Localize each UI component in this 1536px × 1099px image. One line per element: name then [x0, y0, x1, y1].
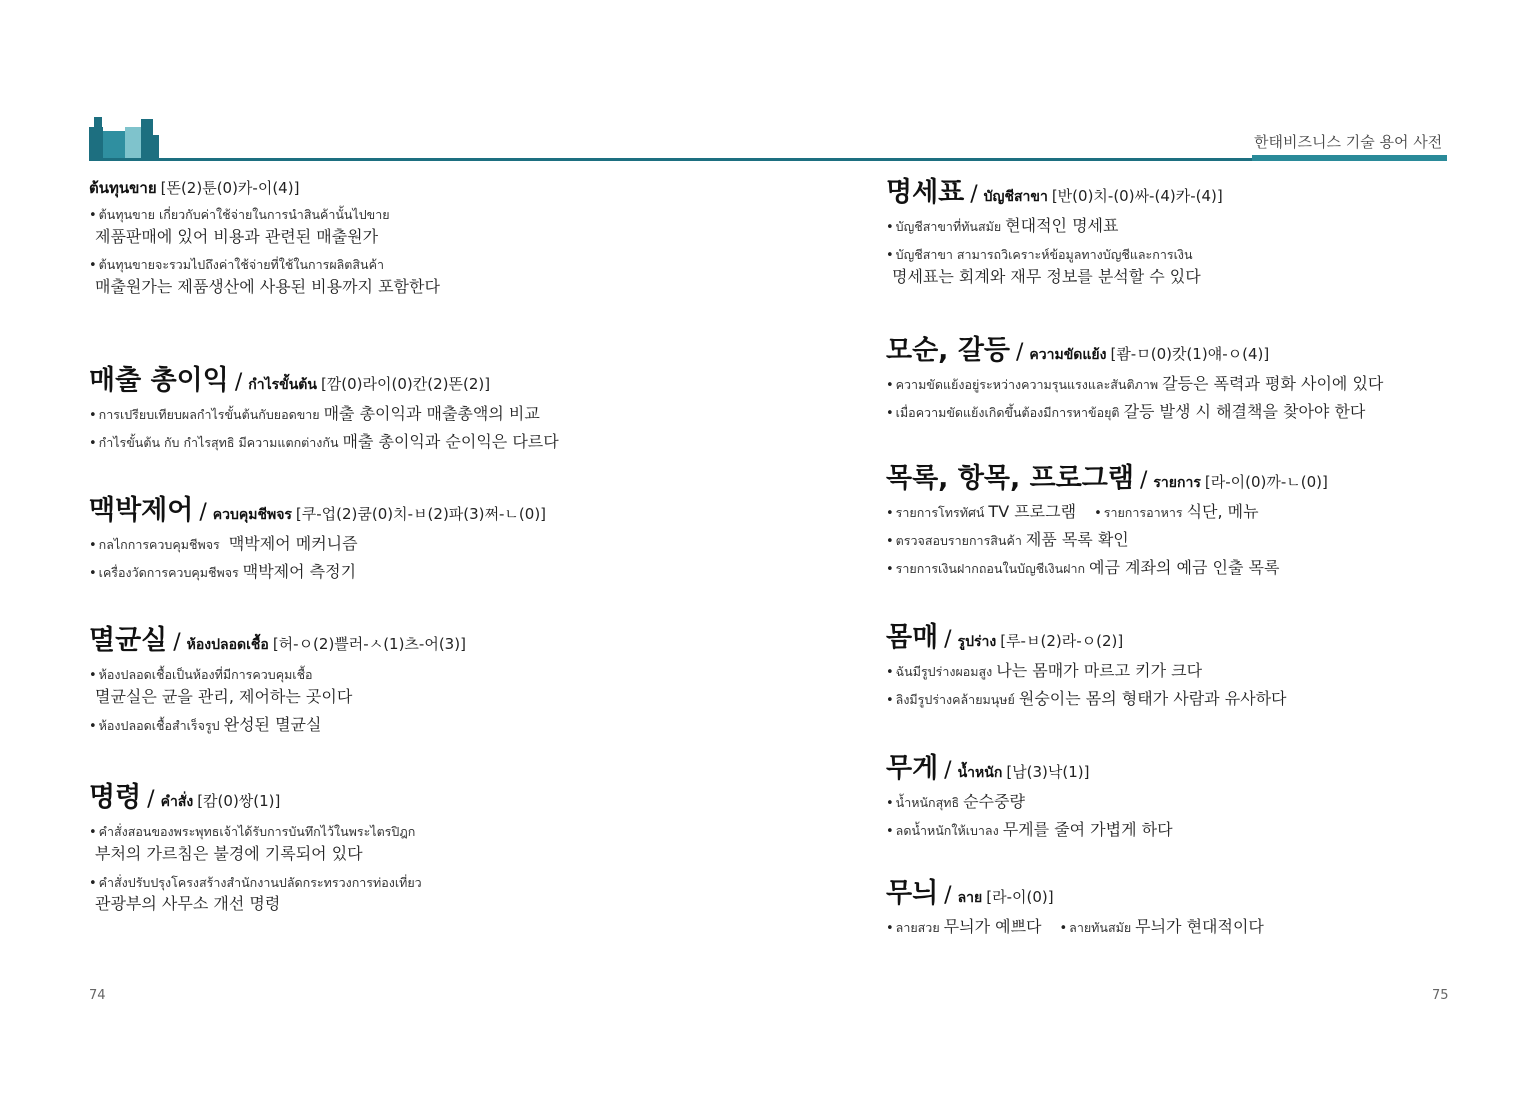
bullet-icon: • — [886, 665, 894, 681]
entry-heading — [89, 178, 729, 197]
bullet-icon: • — [89, 258, 97, 274]
bullet-icon: • — [1059, 921, 1068, 937]
entry-heading — [886, 463, 1526, 495]
example-thai: เครื่องวัดการควบคุมชีพจร — [98, 564, 239, 580]
headword: 모순, 갈등 — [886, 335, 1010, 366]
example-item — [886, 557, 1526, 579]
thai-term: น้ำหนัก — [957, 765, 1003, 781]
slash-separator: / — [944, 758, 952, 783]
slash-separator: / — [970, 182, 978, 207]
entry-heading — [886, 622, 1526, 654]
example-thai: เมื่อความขัดแย้งเกิดขึ้นต้องมีการหาข้อยุติ — [895, 404, 1120, 420]
example-korean: 식단, 메뉴 — [1186, 502, 1259, 522]
bullet-icon: • — [89, 538, 97, 554]
entry-heading — [89, 495, 729, 527]
headword: 매출 총이익 — [89, 365, 229, 396]
headword: 명령 — [89, 782, 142, 813]
example-thai: ตรวจสอบรายการสินค้า — [895, 532, 1022, 548]
example-thai: ความขัดแย้งอยู่ระหว่างความรุนแรงและสันติภาพ — [895, 377, 1159, 393]
example-thai: ลดน้ำหนักให้เบาลง — [895, 822, 999, 838]
example-thai: ลายทันสมัย — [1069, 920, 1132, 936]
example-thai: คำสั่งสอนของพระพุทธเจ้าได้รับการบันทึกไว้ในพระไตรปิฎก — [98, 824, 416, 840]
example-item — [886, 819, 1526, 841]
slash-separator: / — [173, 630, 181, 655]
example-item — [89, 403, 729, 425]
example-item — [886, 215, 1526, 237]
header-rule-accent — [1252, 155, 1447, 161]
example-thai: น้ำหนักสุทธิ — [895, 795, 960, 811]
dictionary-entry — [886, 622, 1526, 710]
bullet-icon: • — [886, 220, 894, 236]
page-header-title: 한태비즈니스 기술 용어 사전 — [1254, 133, 1443, 151]
bullet-icon: • — [886, 796, 894, 812]
bullet-icon: • — [886, 378, 894, 394]
dictionary-entry — [886, 463, 1526, 578]
pronunciation: [쾀-ㅁ(0)캇(1)얘-ㅇ(4)] — [1110, 345, 1270, 363]
dictionary-entry — [89, 625, 729, 735]
pronunciation: [캄(0)쌍(1)] — [197, 792, 281, 810]
entry-heading — [89, 625, 729, 657]
example-korean: 부처의 가르침은 불경에 기록되어 있다 — [95, 843, 363, 863]
example-thai: รายการอาหาร — [1103, 505, 1183, 521]
bullet-icon: • — [89, 408, 97, 424]
example-korean: 매출 총이익과 매출총액의 비교 — [323, 404, 540, 424]
thai-term: ห้องปลอดเชื้อ — [186, 637, 269, 653]
example-pair — [1094, 501, 1259, 523]
slash-separator: / — [944, 627, 952, 652]
example-korean: 제품판매에 있어 비용과 관련된 매출원가 — [95, 226, 379, 246]
example-korean: TV 프로그램 — [988, 502, 1077, 522]
example-thai: คำสั่งปรับปรุงโครงสร้างสำนักงานปลัดกระทรวงการท่องเที่ยว — [98, 874, 422, 890]
pronunciation: [반(0)치-(0)싸-(4)카-(4)] — [1051, 187, 1223, 205]
example-thai: ลายสวย — [895, 920, 940, 936]
pronunciation: [깜(0)라이(0)칸(2)똔(2)] — [320, 375, 491, 393]
example-korean: 원숭이는 몸의 형태가 사람과 유사하다 — [1018, 688, 1287, 708]
bullet-icon: • — [886, 405, 894, 421]
bullet-icon: • — [89, 668, 97, 684]
bullet-icon: • — [886, 506, 894, 522]
headword: 무게 — [886, 753, 939, 784]
bullet-icon: • — [89, 208, 97, 224]
example-thai: ต้นทุนขาย เกี่ยวกับค่าใช้จ่ายในการนำสินค้านั้นไปขาย — [98, 207, 390, 223]
example-item — [89, 203, 729, 247]
example-item — [89, 714, 729, 736]
bullet-icon: • — [89, 435, 97, 451]
example-item — [89, 561, 729, 583]
example-thai: บัญชีสาขา สามารถวิเคราะห์ข้อมูลทางบัญชีและการเงิน — [895, 246, 1193, 262]
entry-heading — [886, 335, 1526, 367]
thai-term: รูปร่าง — [957, 634, 997, 650]
example-item — [89, 663, 729, 707]
slash-separator: / — [944, 883, 952, 908]
example-thai: กำไรขั้นต้น กับ กำไรสุทธิ มีความแตกต่างกัน — [98, 434, 339, 450]
dictionary-entry — [886, 335, 1526, 423]
example-item — [89, 871, 729, 915]
example-korean: 맥박제어 측정기 — [242, 561, 357, 581]
example-korean: 갈등은 폭력과 평화 사이에 있다 — [1162, 374, 1384, 394]
example-pair — [886, 501, 1076, 523]
bullet-icon: • — [89, 718, 97, 734]
example-korean: 무게를 줄여 가볍게 하다 — [1002, 819, 1173, 839]
thai-term: ลาย — [957, 890, 983, 906]
entry-heading — [886, 177, 1526, 209]
thai-term: ควบคุมชีพจร — [212, 507, 292, 523]
headword: 멸균실 — [89, 625, 168, 656]
dictionary-entry — [89, 365, 729, 453]
bullet-icon: • — [89, 565, 97, 581]
pronunciation: [라-이(0)까-ㄴ(0)] — [1204, 473, 1328, 491]
thai-term: บัญชีสาขา — [983, 189, 1048, 205]
example-item — [886, 529, 1526, 551]
entry-heading — [886, 753, 1526, 785]
dictionary-entry — [886, 177, 1526, 287]
pronunciation: [똔(2)툰(0)카-이(4)] — [160, 179, 300, 197]
slash-separator: / — [1016, 340, 1024, 365]
example-korean: 제품 목록 확인 — [1025, 529, 1129, 549]
example-korean: 순수중량 — [963, 792, 1025, 812]
bullet-icon: • — [1094, 506, 1102, 522]
slash-separator: / — [147, 787, 155, 812]
example-korean: 매출원가는 제품생산에 사용된 비용까지 포함한다 — [95, 276, 440, 296]
example-item — [89, 533, 729, 555]
thai-term: รายการ — [1153, 475, 1201, 491]
example-item — [886, 791, 1526, 813]
slash-separator: / — [234, 370, 243, 395]
pronunciation: [루-ㅂ(2)라-ㅇ(2)] — [1000, 632, 1124, 650]
dictionary-entry — [89, 178, 729, 298]
example-thai: บัญชีสาขาที่ทันสมัย — [895, 219, 1002, 235]
example-korean: 관광부의 사무소 개선 명령 — [95, 894, 281, 914]
book-logo-icon — [89, 117, 159, 161]
example-korean: 무늬가 현대적이다 — [1135, 917, 1264, 937]
page-number-left: 74 — [89, 988, 106, 1003]
thai-term: กำไรขั้นต้น — [248, 377, 317, 393]
example-item — [886, 243, 1526, 287]
example-thai: รายการโทรทัศน์ — [895, 505, 985, 521]
example-thai: กลไกการควบคุมชีพจร — [98, 537, 220, 553]
bullet-icon: • — [886, 692, 894, 708]
page-number-right: 75 — [1432, 988, 1449, 1003]
example-item — [886, 373, 1526, 395]
headword: 명세표 — [886, 177, 965, 208]
slash-separator: / — [199, 500, 207, 525]
example-thai: ห้องปลอดเชื้อสำเร็จรูป — [98, 717, 220, 733]
example-pair — [886, 916, 1041, 938]
example-korean: 갈등 발생 시 해결책을 찾아야 한다 — [1123, 401, 1366, 421]
dictionary-entry — [886, 753, 1526, 841]
headword: ต้นทุนขาย — [89, 179, 157, 197]
example-korean: 나는 몸매가 마르고 키가 크다 — [996, 661, 1203, 681]
entry-heading — [89, 365, 729, 397]
pronunciation: [라-이(0)] — [986, 888, 1054, 906]
example-item — [89, 431, 729, 453]
dictionary-entry — [89, 495, 729, 583]
example-pair — [1059, 916, 1263, 938]
bullet-icon: • — [886, 823, 894, 839]
example-thai: ฉันมีรูปร่างผอมสูง — [895, 664, 993, 680]
example-korean: 멸균실은 균을 관리, 제어하는 곳이다 — [95, 686, 353, 706]
bullet-icon: • — [886, 561, 894, 577]
pronunciation: [남(3)낙(1)] — [1006, 763, 1090, 781]
example-korean: 매출 총이익과 순이익은 다르다 — [342, 431, 559, 451]
example-thai: ห้องปลอดเชื้อเป็นห้องที่มีการควบคุมเชื้อ — [98, 667, 313, 683]
example-korean: 완성된 멸균실 — [223, 714, 322, 734]
headword: 목록, 항목, 프로그램 — [886, 463, 1134, 494]
slash-separator: / — [1139, 468, 1148, 493]
headword: 몸매 — [886, 622, 939, 653]
pronunciation: [쿠-업(2)쿰(0)치-ㅂ(2)파(3)쩌-ㄴ(0)] — [295, 505, 547, 523]
example-item — [886, 401, 1526, 423]
bullet-icon: • — [886, 533, 894, 549]
example-thai: รายการเงินฝากถอนในบัญชีเงินฝาก — [895, 560, 1086, 576]
example-korean: 맥박제어 메커니즘 — [223, 534, 358, 554]
headword: 맥박제어 — [89, 495, 194, 526]
entry-heading — [89, 782, 729, 814]
example-item — [886, 688, 1526, 710]
pronunciation: [허-ㅇ(2)쁠러-ㅅ(1)츠-어(3)] — [272, 635, 466, 653]
example-korean: 현대적인 명세표 — [1005, 216, 1119, 236]
bullet-icon: • — [886, 921, 894, 937]
bullet-icon: • — [89, 825, 97, 841]
example-thai: ต้นทุนขายจะรวมไปถึงค่าใช้จ่ายที่ใช้ในการผลิตสินค้า — [98, 257, 384, 273]
example-item — [886, 501, 1526, 523]
example-korean: 명세표는 회계와 재무 정보를 분석할 수 있다 — [892, 266, 1201, 286]
example-thai: การเปรียบเทียบผลกำไรขั้นต้นกับยอดขาย — [98, 407, 320, 423]
bullet-icon: • — [89, 875, 97, 891]
thai-term: คำสั่ง — [160, 794, 194, 810]
dictionary-entry — [886, 878, 1526, 938]
example-item — [886, 916, 1526, 938]
example-korean: 무늬가 예쁘다 — [943, 917, 1042, 937]
headword: 무늬 — [886, 878, 939, 909]
header-rule — [89, 158, 1447, 161]
example-item — [89, 253, 729, 297]
entry-heading — [886, 878, 1526, 910]
example-korean: 예금 계좌의 예금 인출 목록 — [1089, 557, 1280, 577]
example-item — [89, 820, 729, 864]
thai-term: ความขัดแย้ง — [1029, 347, 1107, 363]
example-item — [886, 660, 1526, 682]
bullet-icon: • — [886, 247, 894, 263]
dictionary-entry — [89, 782, 729, 915]
example-thai: ลิงมีรูปร่างคล้ายมนุษย์ — [895, 691, 1015, 707]
